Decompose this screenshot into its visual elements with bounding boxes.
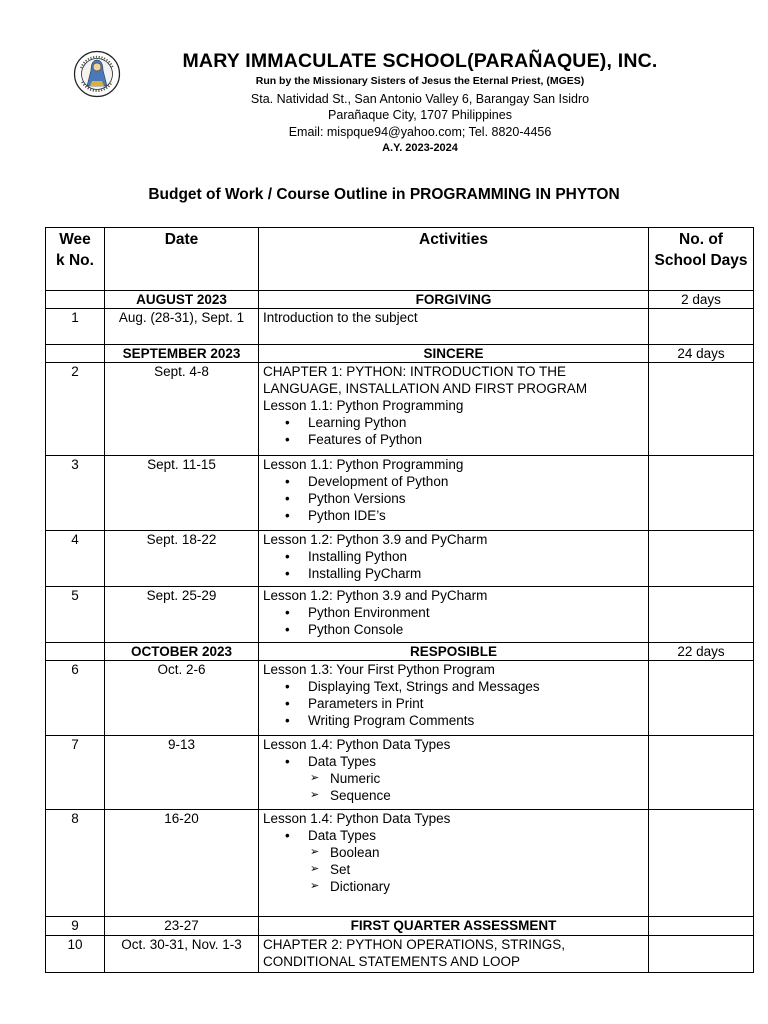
lesson-heading: Lesson 1.1: Python Programming xyxy=(263,398,464,413)
lesson-heading: Introduction to the subject xyxy=(263,310,418,325)
table-row xyxy=(46,736,754,810)
week-number: 10 xyxy=(46,936,105,973)
bullet-item: • Development of Python xyxy=(263,473,644,490)
school-days-cell xyxy=(649,810,754,917)
table-header-row xyxy=(46,228,754,291)
academic-year: A.Y. 2023-2024 xyxy=(382,142,458,154)
sub-bullet-item: ➢ Dictionary xyxy=(263,878,644,895)
month-theme: RESPOSIBLE xyxy=(259,643,649,661)
sub-bullet-item: ➢ Set xyxy=(263,861,644,878)
activities-cell xyxy=(259,531,649,587)
bullet-item: • Displaying Text, Strings and Messages xyxy=(263,678,644,695)
week-number: 2 xyxy=(46,363,105,456)
week-number: 7 xyxy=(46,736,105,810)
month-label: SEPTEMBER 2023 xyxy=(105,345,259,363)
activity-list xyxy=(263,363,644,448)
week-date: Oct. 2-6 xyxy=(105,661,259,736)
run-by-line: Run by the Missionary Sisters of Jesus the Eternal Priest, (MGES) xyxy=(255,75,585,87)
table-row xyxy=(46,810,754,917)
bullet-item: • Parameters in Print xyxy=(263,695,644,712)
week-date: 9-13 xyxy=(105,736,259,810)
week-number: 5 xyxy=(46,587,105,643)
week-cell-empty xyxy=(46,291,105,309)
school-days-cell xyxy=(649,309,754,345)
lesson-heading: Lesson 1.2: Python 3.9 and PyCharm xyxy=(263,532,488,547)
school-days-cell xyxy=(649,736,754,810)
activity-list xyxy=(263,810,644,895)
lesson-heading: Lesson 1.2: Python 3.9 and PyCharm xyxy=(263,588,488,603)
bullet-item: • Data Types xyxy=(263,827,644,844)
address-line-1: Sta. Natividad St., San Antonio Valley 6, Barangay San Isidro xyxy=(250,92,590,106)
week-date: Oct. 30-31, Nov. 1-3 xyxy=(105,936,259,973)
bullet-item: • Data Types xyxy=(263,753,644,770)
activities-cell xyxy=(259,587,649,643)
activity-list xyxy=(263,531,644,582)
activities-cell xyxy=(259,661,649,736)
table-row xyxy=(46,456,754,531)
activity-list xyxy=(263,456,644,524)
col-header-date: Date xyxy=(105,228,259,291)
bullet-item: • Features of Python xyxy=(263,431,644,448)
lesson-heading: CHAPTER 1: PYTHON: INTRODUCTION TO THE LANGUAGE, INSTALLATION AND FIRST PROGRAM xyxy=(263,364,588,396)
col-header-activities: Activities xyxy=(259,228,649,291)
activities-cell xyxy=(259,456,649,531)
week-date: Sept. 11-15 xyxy=(105,456,259,531)
activity-list xyxy=(263,736,644,804)
activities-cell xyxy=(259,917,649,936)
month-theme: SINCERE xyxy=(259,345,649,363)
school-days-count: 24 days xyxy=(649,345,754,363)
activities-cell xyxy=(259,736,649,810)
document-title: Budget of Work / Course Outline in PROGRAMMING IN PHYTON xyxy=(148,186,620,203)
month-label: AUGUST 2023 xyxy=(105,291,259,309)
sub-bullet-item: ➢ Boolean xyxy=(263,844,644,861)
lesson-heading: Lesson 1.3: Your First Python Program xyxy=(263,662,495,677)
school-days-cell xyxy=(649,917,754,936)
week-date: Sept. 25-29 xyxy=(105,587,259,643)
bullet-item: • Python IDE’s xyxy=(263,507,644,524)
school-seal-logo xyxy=(73,50,121,98)
school-days-cell xyxy=(649,661,754,736)
address-line-2: Parañaque City, 1707 Philippines xyxy=(328,108,512,122)
activity-list xyxy=(263,309,644,326)
bullet-item: • Writing Program Comments xyxy=(263,712,644,729)
week-number: 1 xyxy=(46,309,105,345)
activities-cell xyxy=(259,363,649,456)
lesson-heading: Lesson 1.1: Python Programming xyxy=(263,457,464,472)
week-cell-empty xyxy=(46,643,105,661)
month-theme: FORGIVING xyxy=(259,291,649,309)
activity-list xyxy=(263,936,644,970)
col-header-week: Wee k No. xyxy=(46,228,105,291)
table-row xyxy=(46,531,754,587)
lesson-heading: CHAPTER 2: PYTHON OPERATIONS, STRINGS, CONDITIONAL STATEMENTS AND LOOP xyxy=(263,937,566,969)
school-days-cell xyxy=(649,587,754,643)
week-number: 3 xyxy=(46,456,105,531)
course-outline-table xyxy=(45,227,754,973)
activities-cell xyxy=(259,309,649,345)
table-row xyxy=(46,309,754,345)
table-row xyxy=(46,363,754,456)
contact-line: Email: mispque94@yahoo.com; Tel. 8820-4456 xyxy=(288,125,552,139)
school-days-cell xyxy=(649,363,754,456)
school-days-cell xyxy=(649,456,754,531)
bullet-item: • Python Environment xyxy=(263,604,644,621)
table-row xyxy=(46,936,754,973)
bullet-item: • Python Versions xyxy=(263,490,644,507)
week-date: 23-27 xyxy=(105,917,259,936)
school-days-cell xyxy=(649,936,754,973)
sub-bullet-item: ➢ Sequence xyxy=(263,787,644,804)
assessment-label: FIRST QUARTER ASSESSMENT xyxy=(350,918,557,933)
week-number: 9 xyxy=(46,917,105,936)
school-name: MARY IMMACULATE SCHOOL(PARAÑAQUE), INC. xyxy=(182,50,658,72)
bullet-item: • Installing PyCharm xyxy=(263,565,644,582)
week-date: Sept. 4-8 xyxy=(105,363,259,456)
school-days-cell xyxy=(649,531,754,587)
table-row xyxy=(46,661,754,736)
col-header-school-days: No. of School Days xyxy=(649,228,754,291)
lesson-heading: Lesson 1.4: Python Data Types xyxy=(263,737,451,752)
week-cell-empty xyxy=(46,345,105,363)
week-number: 8 xyxy=(46,810,105,917)
month-row xyxy=(46,643,754,661)
school-days-count: 2 days xyxy=(649,291,754,309)
week-date: Aug. (28-31), Sept. 1 xyxy=(105,309,259,345)
activity-list xyxy=(263,661,644,729)
activities-cell xyxy=(259,936,649,973)
month-label: OCTOBER 2023 xyxy=(105,643,259,661)
week-date: 16-20 xyxy=(105,810,259,917)
lesson-heading: Lesson 1.4: Python Data Types xyxy=(263,811,451,826)
table-row xyxy=(46,917,754,936)
table-row xyxy=(46,587,754,643)
activity-list xyxy=(263,587,644,638)
bullet-item: • Python Console xyxy=(263,621,644,638)
week-number: 6 xyxy=(46,661,105,736)
school-days-count: 22 days xyxy=(649,643,754,661)
bullet-item: • Installing Python xyxy=(263,548,644,565)
bullet-item: • Learning Python xyxy=(263,414,644,431)
week-date: Sept. 18-22 xyxy=(105,531,259,587)
month-row xyxy=(46,345,754,363)
activity-list xyxy=(263,917,644,934)
sub-bullet-item: ➢ Numeric xyxy=(263,770,644,787)
month-row xyxy=(46,291,754,309)
activities-cell xyxy=(259,810,649,917)
week-number: 4 xyxy=(46,531,105,587)
